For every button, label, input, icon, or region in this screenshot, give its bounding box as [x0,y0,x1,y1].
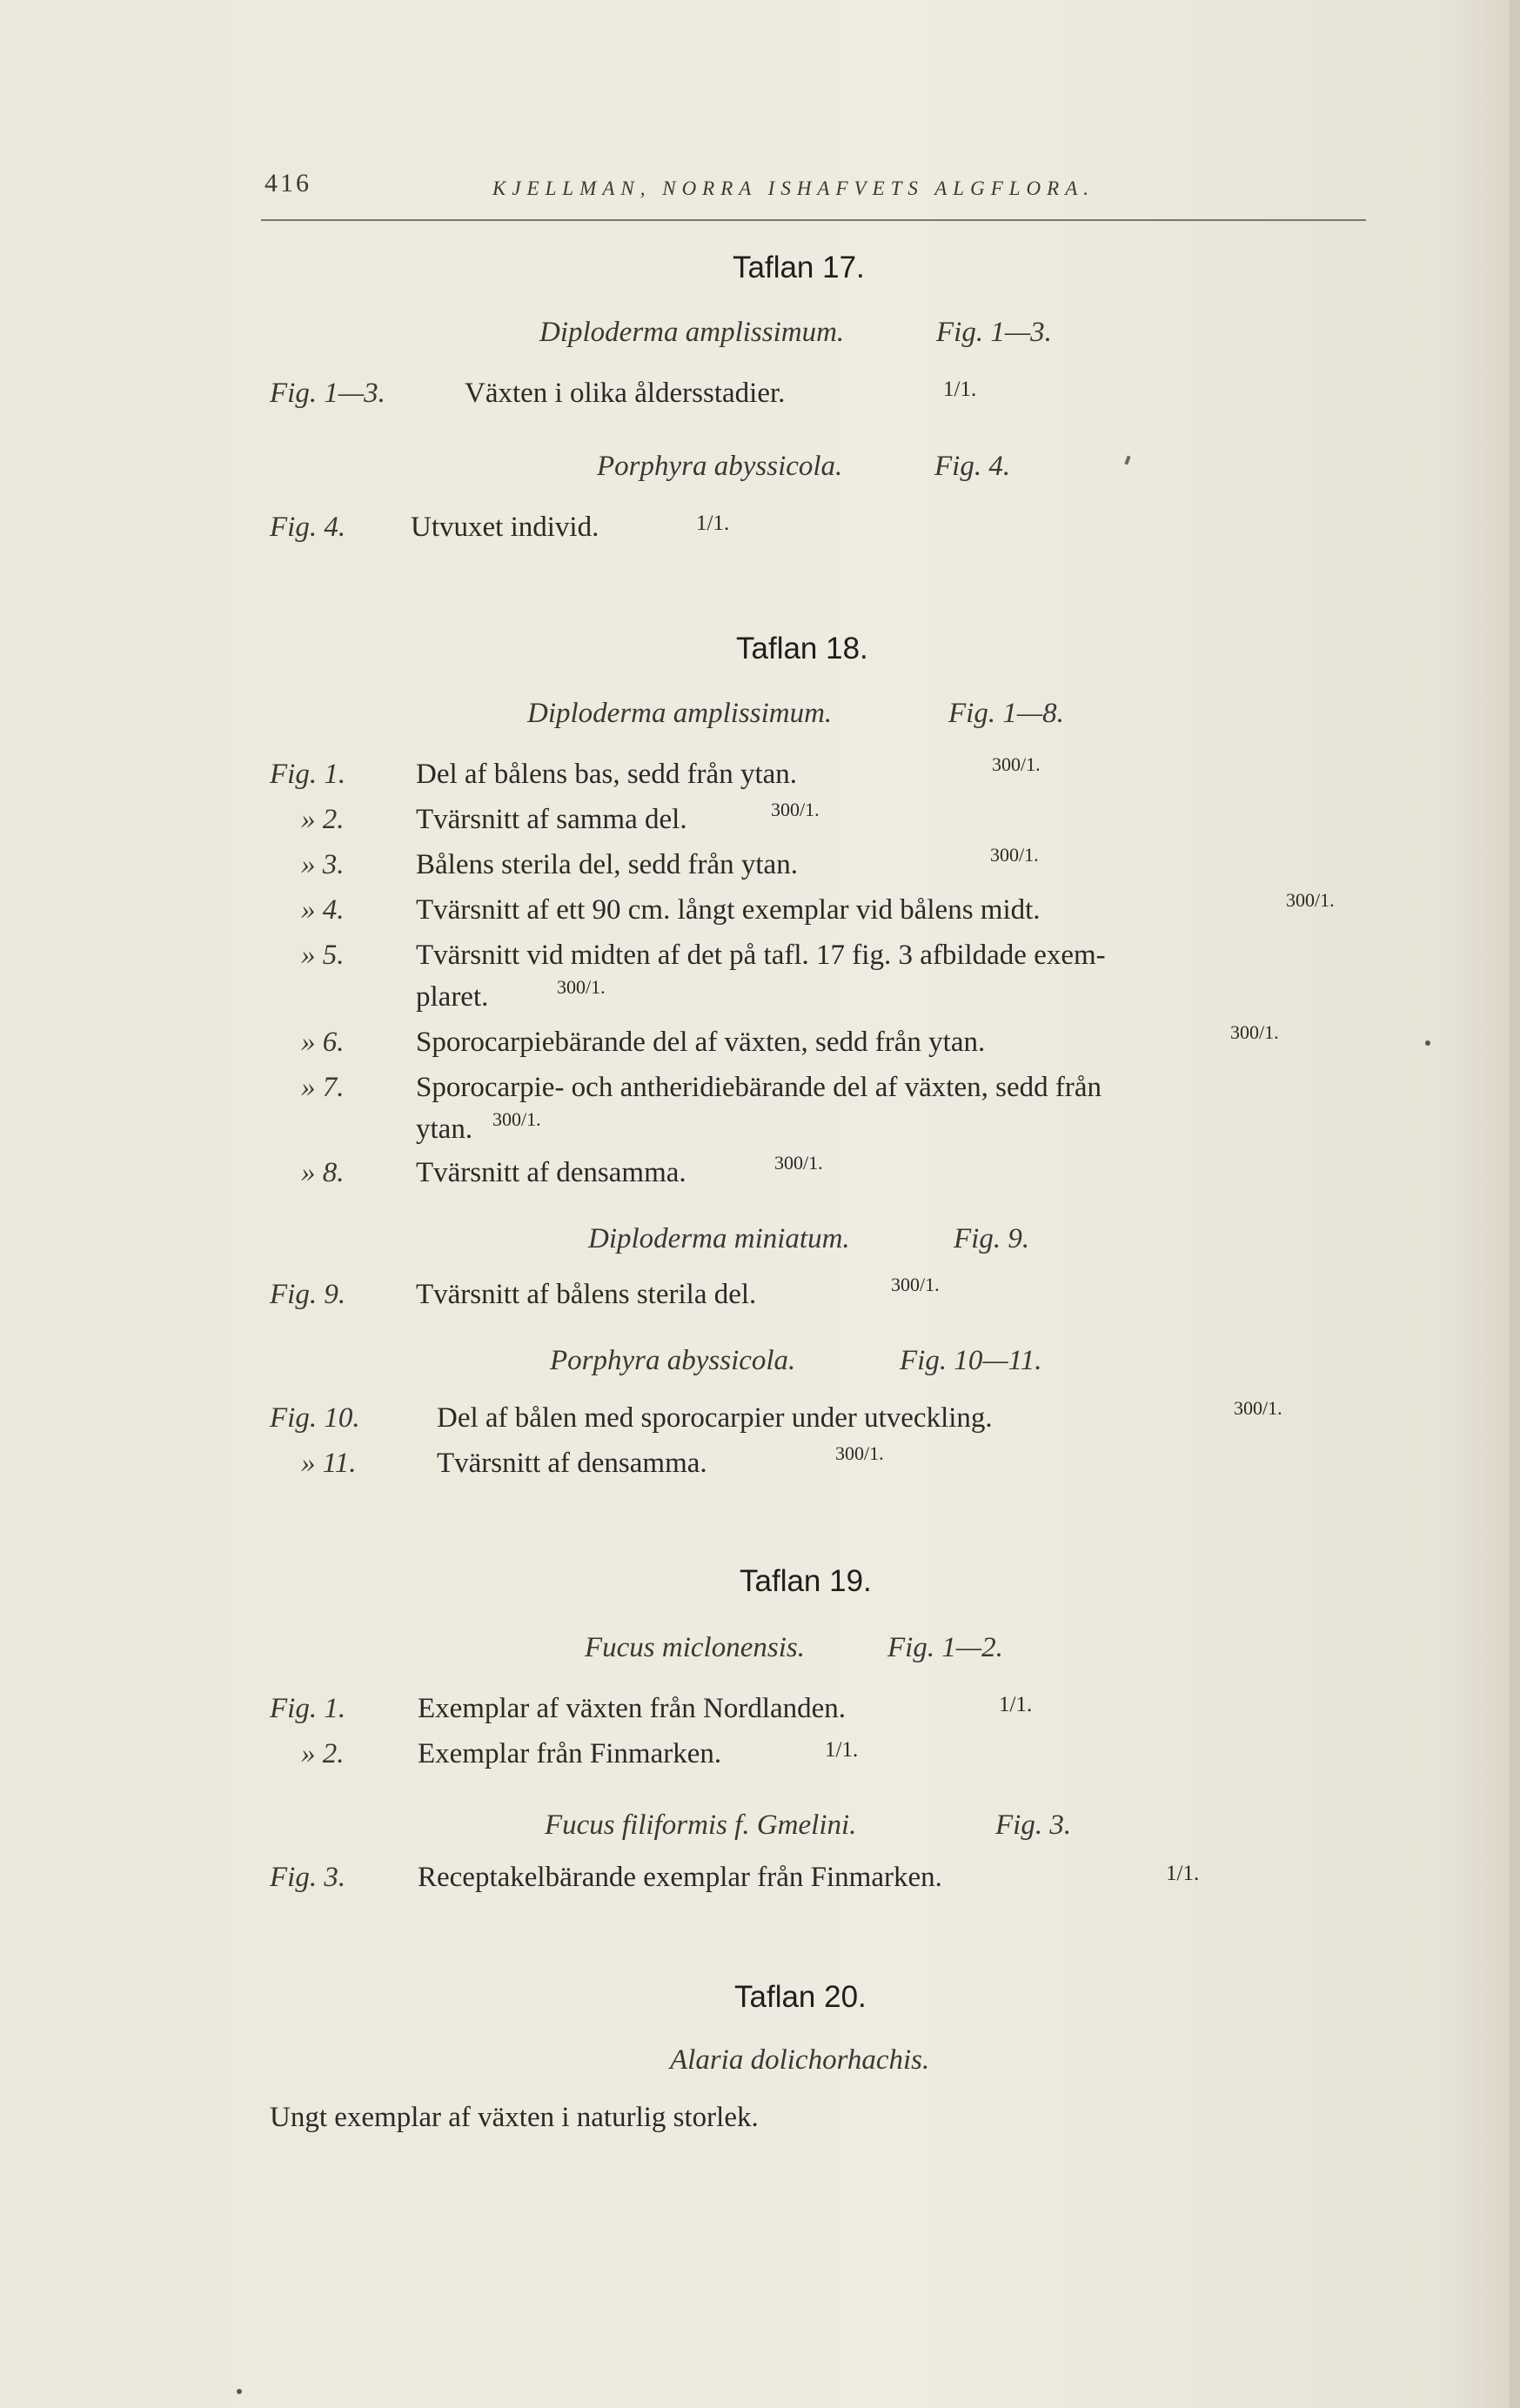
fig-label: » 6. [301,1027,345,1058]
species-heading: Diploderma miniatum. [588,1223,850,1254]
magnification: 300/1. [891,1274,940,1295]
magnification: 1/1. [999,1693,1033,1716]
fig-caption: Exemplar från Finmarken. [418,1738,722,1769]
fig-caption: Sporocarpiebärande del af växten, sedd från ytan. [416,1027,986,1058]
magnification: 1/1. [696,512,730,535]
fig-label: » 7. [301,1072,345,1103]
fig-range: Fig. 4. [934,451,1011,482]
fig-label: Fig. 4. [270,512,346,543]
ink-dot [237,2389,242,2394]
fig-label: Fig. 1. [270,759,346,790]
species-heading: Porphyra abyssicola. [550,1345,796,1376]
fig-caption: Tvärsnitt af densamma. [416,1157,686,1188]
fig-label: » 8. [301,1157,345,1188]
fig-caption: Sporocarpie- och antheridiebärande del af växten, sedd från [416,1072,1101,1103]
plate-heading: Taflan 20. [734,1980,867,2014]
fig-label: » 4. [301,894,345,926]
fig-caption: Utvuxet individ. [411,512,599,543]
species-heading: Diploderma amplissimum. [527,698,833,729]
fig-label: » 11. [301,1448,357,1479]
fig-caption-cont: ytan. [416,1114,473,1145]
fig-range: Fig. 1—8. [948,698,1064,729]
magnification: 300/1. [492,1108,541,1130]
fig-caption: Tvärsnitt af bålens sterila del. [416,1279,757,1310]
fig-label: » 2. [301,804,345,835]
fig-range: Fig. 1—3. [936,317,1052,348]
fig-range: Fig. 9. [954,1223,1030,1254]
fig-label: Fig. 9. [270,1279,346,1310]
fig-range: Fig. 10—11. [900,1345,1042,1376]
fig-range: Fig. 1—2. [887,1632,1003,1663]
magnification: 300/1. [992,753,1041,775]
fig-caption: Exemplar af växten från Nordlanden. [418,1693,847,1724]
fig-label: » 5. [301,940,345,971]
header-rule [261,219,1366,221]
fig-label: » 3. [301,849,345,880]
fig-caption: Tvärsnitt af samma del. [416,804,687,835]
magnification: 300/1. [1234,1397,1282,1419]
fig-caption: Växten i olika åldersstadier. [465,378,786,409]
plate-heading: Taflan 19. [740,1564,872,1598]
magnification: 300/1. [990,844,1039,866]
magnification: 1/1. [825,1738,859,1762]
ink-dot [1425,1040,1430,1046]
plate-caption: Ungt exemplar af växten i naturlig storlek. [270,2102,759,2133]
fig-caption: Tvärsnitt af ett 90 cm. långt exemplar vid bålens midt. [416,894,1041,926]
fig-label: Fig. 10. [270,1402,360,1434]
plate-heading: Taflan 17. [733,251,865,284]
fig-caption: Tvärsnitt vid midten af det på tafl. 17 fig. 3 afbildade exem- [416,940,1106,971]
fig-caption: Del af bålens bas, sedd från ytan. [416,759,798,790]
magnification: 1/1. [1166,1862,1200,1885]
magnification: 300/1. [835,1442,884,1464]
fig-label: Fig. 1. [270,1693,346,1724]
magnification: 300/1. [1230,1021,1279,1043]
fig-caption: Tvärsnitt af densamma. [437,1448,707,1479]
species-heading: Diploderma amplissimum. [539,317,845,348]
fig-range: Fig. 3. [995,1809,1072,1841]
magnification: 300/1. [1286,889,1335,911]
magnification: 300/1. [771,799,820,820]
fig-label: » 2. [301,1738,345,1769]
fig-caption: Del af bålen med sporocarpier under utveckling. [437,1402,993,1434]
magnification: 1/1. [943,378,977,401]
fig-label: Fig. 1—3. [270,378,385,409]
species-heading: Alaria dolichorhachis. [670,2044,930,2076]
species-heading: Fucus filiformis f. Gmelini. [545,1809,857,1841]
magnification: 300/1. [774,1152,823,1174]
plate-heading: Taflan 18. [736,632,868,666]
running-title: KJELLMAN, NORRA ISHAFVETS ALGFLORA. [492,177,1095,199]
page-edge [1510,0,1520,2408]
species-heading: Porphyra abyssicola. [597,451,843,482]
species-heading: Fucus miclonensis. [585,1632,805,1663]
fig-caption-cont: plaret. [416,981,489,1013]
magnification: 300/1. [557,976,606,998]
fig-caption: Receptakelbärande exemplar från Finmarken. [418,1862,942,1893]
fig-caption: Bålens sterila del, sedd från ytan. [416,849,798,880]
fig-label: Fig. 3. [270,1862,346,1893]
page-number: 416 [264,169,311,197]
